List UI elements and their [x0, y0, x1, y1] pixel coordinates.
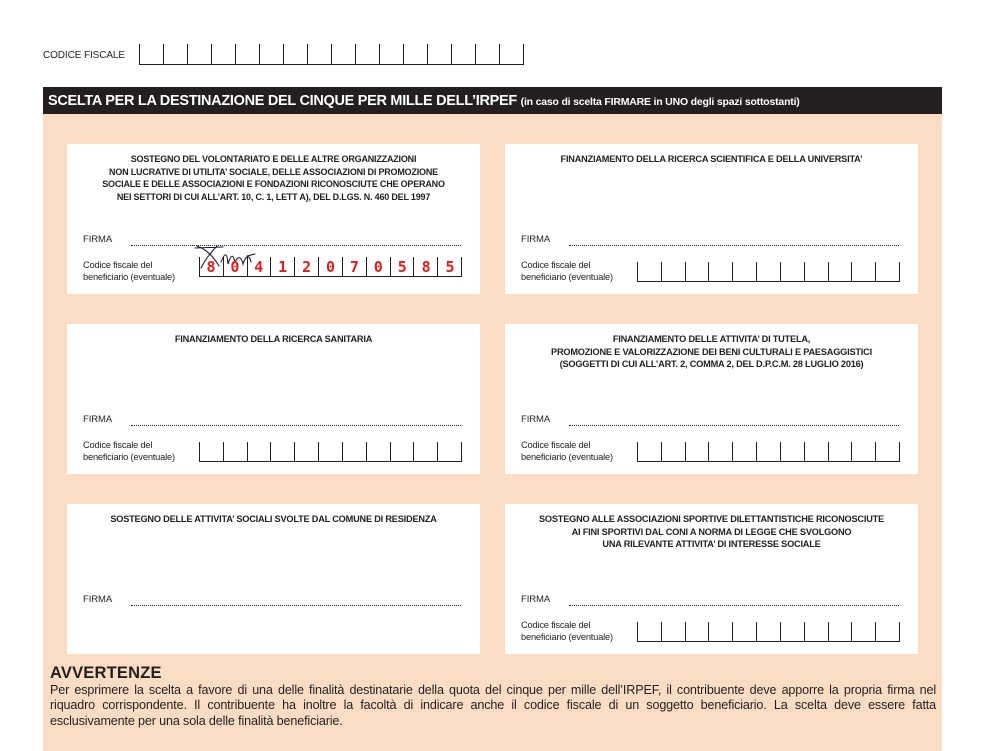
avvertenze-heading: AVVERTENZE [50, 664, 162, 682]
banner-title: SCELTA PER LA DESTINAZIONE DEL CINQUE PER MILLE DELL’IRPEF [48, 93, 517, 109]
box-title: FINANZIAMENTO DELLA RICERCA SCIENTIFICA E DELLA UNIVERSITA’ [560, 154, 863, 164]
codice-fiscale-row [43, 44, 533, 66]
codice-fiscale-label: CODICE FISCALE [43, 50, 125, 61]
firma-field[interactable] [131, 245, 461, 246]
cf-beneficiario-label: Codice fiscale del beneficiario (eventuale) [521, 260, 613, 282]
firma-label: FIRMA [83, 414, 113, 425]
firma-label: FIRMA [83, 234, 113, 245]
banner-subtitle: (in caso di scelta FIRMARE in UNO degli spazi sottostanti) [520, 96, 800, 108]
firma-label: FIRMA [521, 414, 551, 425]
cf-beneficiario-value: 8 0 4 1 2 0 7 0 5 8 5 [206, 258, 455, 276]
cf-beneficiario-input[interactable] [637, 262, 900, 282]
codice-fiscale-input[interactable] [139, 44, 524, 65]
box-comune-residenza [67, 504, 480, 654]
avvertenze-section [50, 664, 936, 729]
cf-beneficiario-label: Codice fiscale del beneficiario (eventuale) [83, 260, 175, 282]
cf-beneficiario-label: Codice fiscale del beneficiario (eventuale) [521, 440, 613, 462]
firma-field[interactable] [569, 605, 899, 606]
box-title: SOSTEGNO DELLE ATTIVITA’ SOCIALI SVOLTE DAL COMUNE DI RESIDENZA [110, 514, 437, 524]
box-ricerca-sanitaria [67, 324, 480, 474]
firma-field[interactable] [569, 425, 899, 426]
box-title: FINANZIAMENTO DELLE ATTIVITA’ DI TUTELA, PROMOZIONE E VALORIZZAZIONE DEI BENI CULTURALI E PAESAGGISTICI (SOGGETTI DI CUI ALL’ART. 2, COMMA 2, DEL D.P.C.M. 28 LUGLIO 2016) [551, 334, 872, 370]
choice-panel [43, 114, 942, 751]
box-title: FINANZIAMENTO DELLA RICERCA SANITARIA [174, 334, 373, 344]
firma-label: FIRMA [521, 234, 551, 245]
box-volontariato [67, 144, 480, 294]
firma-field[interactable] [569, 245, 899, 246]
firma-field[interactable] [131, 605, 461, 606]
box-title: SOSTEGNO DEL VOLONTARIATO E DELLE ALTRE ORGANIZZAZIONI NON LUCRATIVE DI UTILITA’ SOCIALE, DELLE ASSOCIAZIONI DI PROMOZIONE SOCIALE E DELLE ASSOCIAZIONI E FONDAZIONI RICONOSCIUTE CHE OPERANO NEI SETTORI DI CUI ALL’ART. 10, C. 1, LETT A), DEL D.LGS. N. 460 DEL 1997 [102, 154, 445, 202]
section-banner [43, 87, 942, 114]
cf-beneficiario-label: Codice fiscale del beneficiario (eventuale) [521, 620, 613, 642]
box-associazioni-sportive [505, 504, 918, 654]
cf-beneficiario-input[interactable] [637, 442, 900, 462]
firma-label: FIRMA [83, 594, 113, 605]
box-title: SOSTEGNO ALLE ASSOCIAZIONI SPORTIVE DILETTANTISTICHE RICONOSCIUTE AI FINI SPORTIVI DAL CONI A NORMA DI LEGGE CHE SVOLGONO UNA RILEVANTE ATTIVITA’ DI INTERESSE SOCIALE [539, 514, 884, 550]
firma-label: FIRMA [521, 594, 551, 605]
cf-beneficiario-input[interactable] [637, 622, 900, 642]
cf-beneficiario-label: Codice fiscale del beneficiario (eventuale) [83, 440, 175, 462]
avvertenze-text: Per esprimere la scelta a favore di una delle finalità destinatarie della quota del cinque per mille dell’IRPEF, il contribuente deve apporre la propria firma nel riquadro corrispondente. Il contribuente ha inoltre la facoltà di indicare anche il codice fiscale di un soggetto beneficiario. La scelta deve essere fatta esclusivamente per una sola delle finalità beneficiarie. [50, 683, 936, 728]
firma-field[interactable] [131, 425, 461, 426]
cf-beneficiario-input[interactable] [199, 257, 462, 277]
box-ricerca-scientifica [505, 144, 918, 294]
box-beni-culturali [505, 324, 918, 474]
cf-beneficiario-input[interactable] [199, 442, 462, 462]
